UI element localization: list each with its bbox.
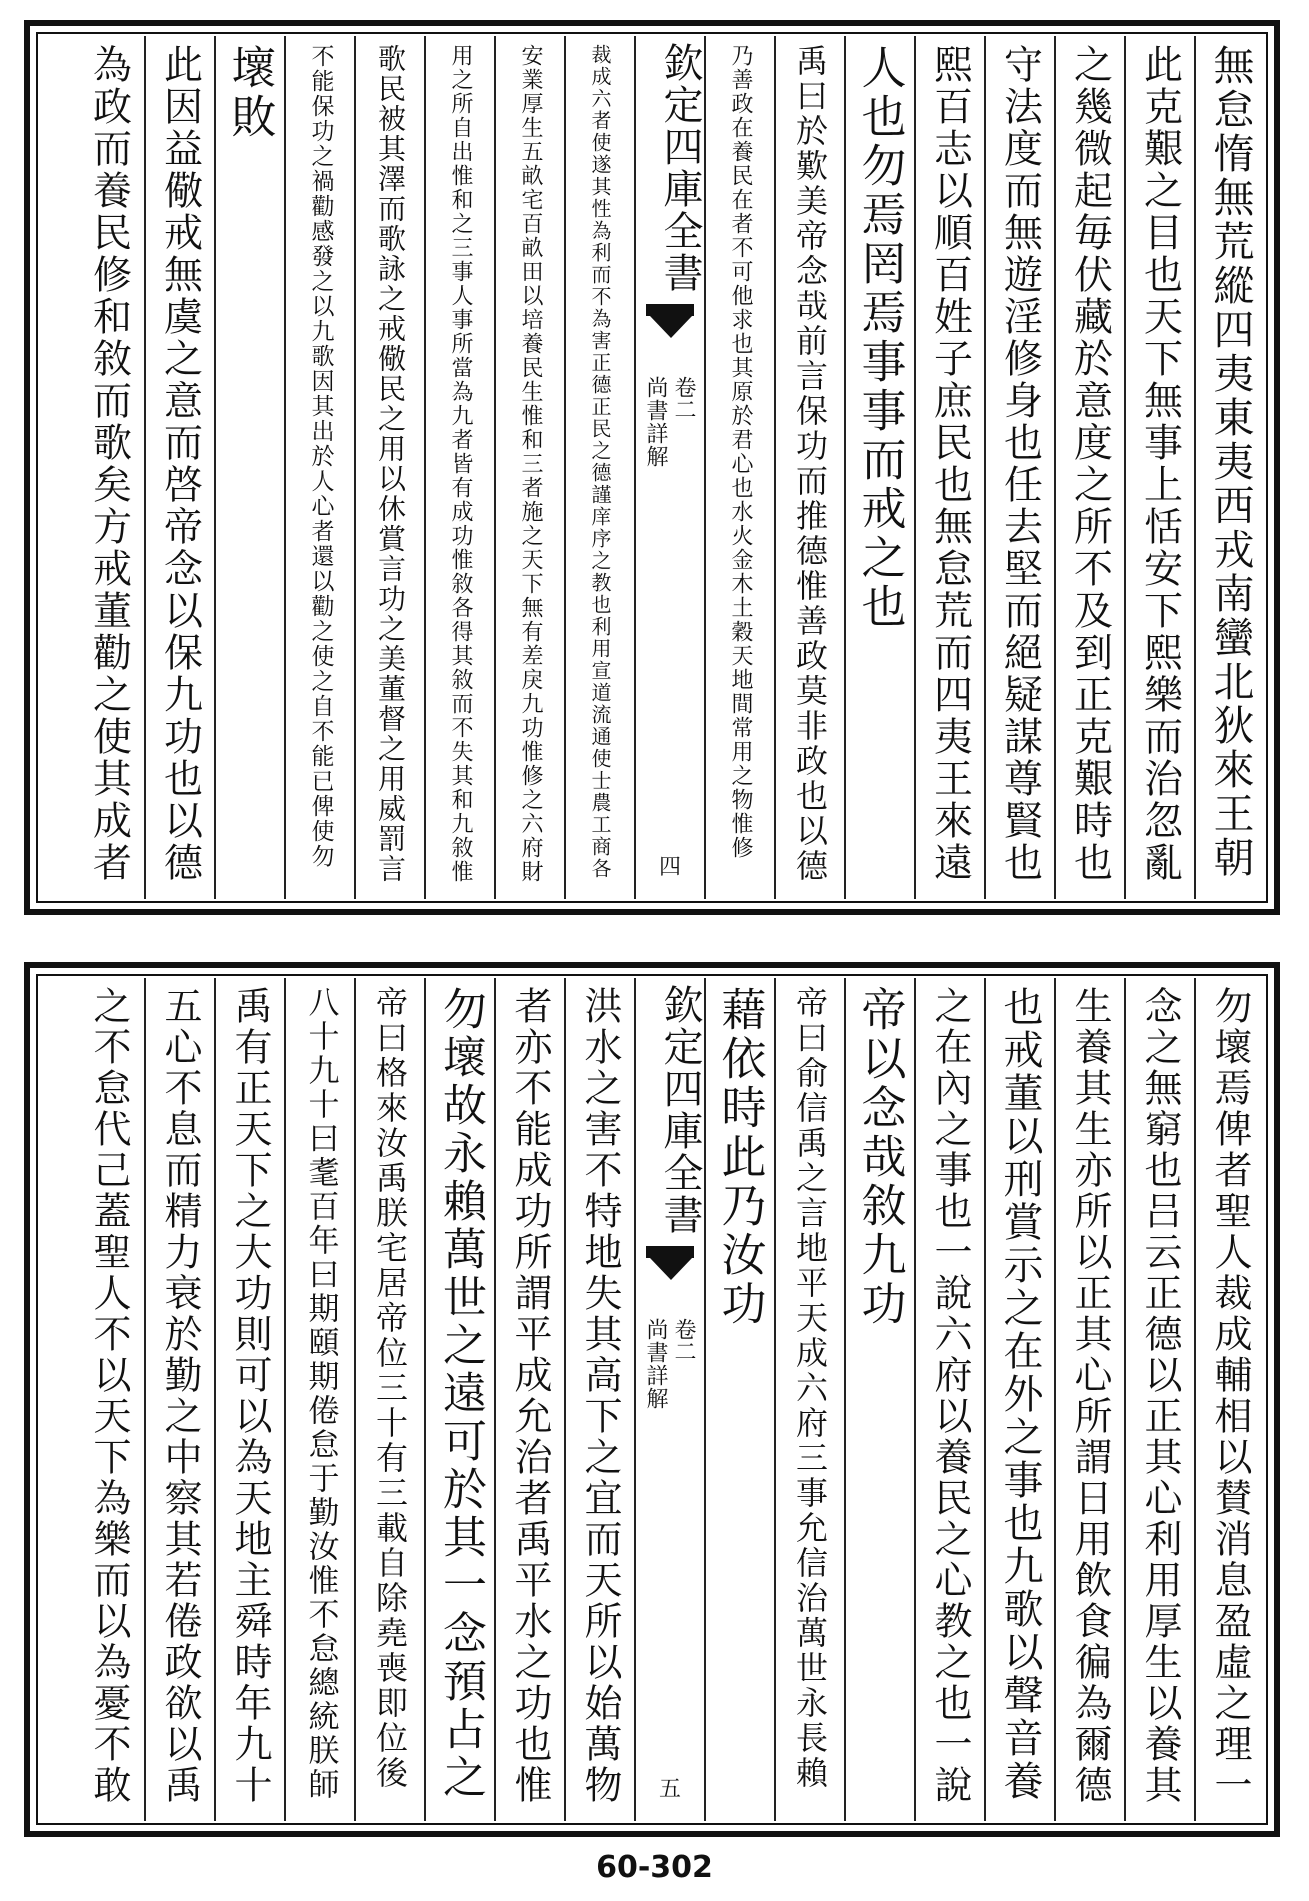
- bottom-page-columns: [40, 978, 1264, 1821]
- text-column: 之在內之事也一說六府以養民之心教之也一說: [914, 978, 984, 1821]
- library-title: 欽定四庫全書: [657, 42, 703, 294]
- text-column: 帝以念哉敘九功: [844, 978, 914, 1821]
- text-column: 藉依時此乃汝功: [704, 978, 774, 1821]
- text-column: 不能保功之禍勸感發之以九歌因其出於人心者還以勸之使之自不能已俾使勿: [284, 36, 354, 899]
- leaf-number: 四: [658, 855, 681, 880]
- fish-tail-mark-icon: [636, 1246, 704, 1286]
- top-page-columns: [40, 36, 1264, 899]
- text-column: 此克艱之目也天下無事上恬安下熙樂而治忽亂: [1124, 36, 1194, 899]
- text-column: 生養其生亦所以正其心所謂日用飲食徧為爾德: [1054, 978, 1124, 1821]
- bottom-page-panel: [24, 962, 1280, 1837]
- text-column: 此因益儆戒無虞之意而啓帝念以保九功也以德: [144, 36, 214, 899]
- text-column: 念之無窮也吕云正德以正其心利用厚生以養其: [1124, 978, 1194, 1821]
- text-column: 帝曰格來汝禹朕宅居帝位三十有三載自除堯喪即位後: [354, 978, 424, 1821]
- book-title: 尚書詳解: [643, 1318, 668, 1410]
- text-column: 熙百志以順百姓子庶民也無怠荒而四夷王來遠: [914, 36, 984, 899]
- text-column: 洪水之害不特地失其高下之宜而天所以始萬物: [564, 978, 634, 1821]
- fish-tail-mark-icon: [636, 304, 704, 344]
- text-column: 五心不息而精力衰於勤之中察其若倦政欲以禹: [144, 978, 214, 1821]
- text-column: 安業厚生五畝宅百畝田以培養民生惟和三者施之天下無有差戾九功惟修之六府財: [494, 36, 564, 899]
- volume-label: 卷二: [671, 376, 696, 420]
- text-column: 守法度而無遊淫修身也任去堅而絕疑謀尊賢也: [984, 36, 1054, 899]
- text-column: 八十九十曰耄百年曰期頤期倦怠于勤汝惟不怠總統朕師: [284, 978, 354, 1821]
- text-column: 勿壞故永賴萬世之遠可於其一念預占之: [424, 978, 494, 1821]
- text-column: 乃善政在養民在者不可他求也其原於君心也水火金木土穀天地間常用之物惟修: [704, 36, 774, 899]
- text-column: 之幾微起毎伏藏於意度之所不及到正克艱時也: [1054, 36, 1124, 899]
- page-spine: [634, 36, 704, 899]
- text-column: 也戒董以刑賞示之在外之事也九歌以聲音養: [984, 978, 1054, 1821]
- leaf-number: 五: [658, 1777, 681, 1802]
- page-spine: [634, 978, 704, 1821]
- text-column: 為政而養民修和敘而歌矣方戒董勸之使其成者: [86, 44, 132, 884]
- text-column: 禹有正天下之大功則可以為天地主舜時年九十: [214, 978, 284, 1821]
- library-title: 欽定四庫全書: [657, 984, 703, 1236]
- text-column: 壞敗: [214, 36, 284, 899]
- footer-page-number: 60-302: [596, 1850, 713, 1885]
- text-column: 禹曰於歎美帝念哉前言保功而推德惟善政莫非政也以德: [774, 36, 844, 899]
- text-column: 用之所自出惟和之三事人事所當為九者皆有成功惟敘各得其敘而不失其和九敘惟: [424, 36, 494, 899]
- text-column: 者亦不能成功所謂平成允治者禹平水之功也惟: [494, 978, 564, 1821]
- text-column: 裁成六者使遂其性為利而不為害正德正民之德謹庠序之教也利用宣道流通使士農工商各: [564, 36, 634, 899]
- text-column: 人也勿焉罔焉事事而戒之也: [844, 36, 914, 899]
- text-column: 之不怠代己蓋聖人不以天下為樂而以為憂不敢: [87, 986, 131, 1806]
- text-column: 帝曰俞信禹之言地平天成六府三事允信治萬世永長賴: [774, 978, 844, 1821]
- volume-label: 卷二: [671, 1318, 696, 1362]
- text-column: 歌民被其澤而歌詠之戒儆民之用以休賞言功之美董督之用威罰言: [354, 36, 424, 899]
- book-title: 尚書詳解: [643, 376, 668, 468]
- text-column: 無怠惰無荒縱四夷東夷西戎南蠻北狄來王朝: [1194, 36, 1264, 899]
- top-page-panel: [24, 20, 1280, 915]
- text-column: 勿壞焉俾者聖人裁成輔相以賛消息盈虛之理一: [1194, 978, 1264, 1821]
